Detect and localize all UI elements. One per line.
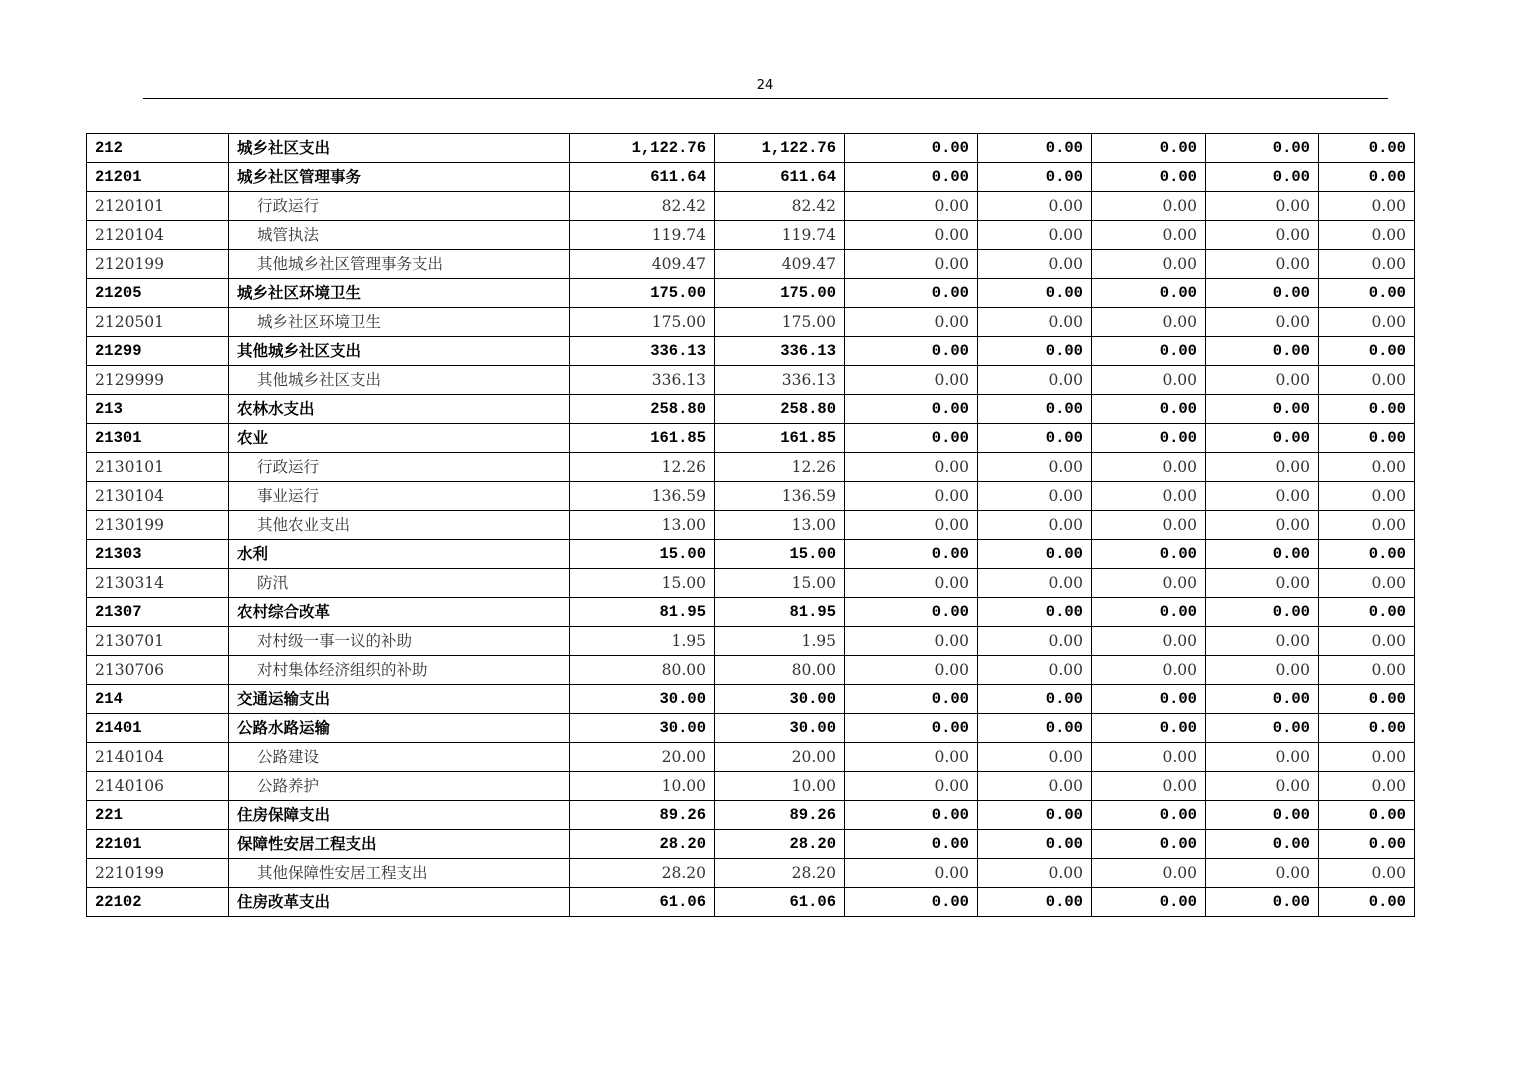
subject-name-cell: 公路养护 <box>229 772 570 801</box>
table-row <box>87 830 1415 859</box>
amount-cell: 0.00 <box>1206 830 1319 859</box>
amount-cell: 30.00 <box>715 714 845 743</box>
table-row <box>87 656 1415 685</box>
subject-code-cell: 2129999 <box>87 366 229 395</box>
amount-cell: 0.00 <box>845 134 978 163</box>
amount-cell: 15.00 <box>715 569 845 598</box>
amount-cell: 0.00 <box>1206 192 1319 221</box>
amount-cell: 28.20 <box>715 830 845 859</box>
amount-cell: 61.06 <box>715 888 845 917</box>
amount-cell: 175.00 <box>570 308 715 337</box>
amount-cell: 0.00 <box>1319 221 1415 250</box>
amount-cell: 28.20 <box>570 830 715 859</box>
table-row <box>87 801 1415 830</box>
subject-name-cell: 交通运输支出 <box>229 685 570 714</box>
amount-cell: 0.00 <box>1092 395 1206 424</box>
amount-cell: 0.00 <box>1319 192 1415 221</box>
amount-cell: 0.00 <box>845 801 978 830</box>
subject-name-cell: 农村综合改革 <box>229 598 570 627</box>
amount-cell: 336.13 <box>570 337 715 366</box>
amount-cell: 89.26 <box>715 801 845 830</box>
budget-table <box>86 133 1415 917</box>
amount-cell: 119.74 <box>570 221 715 250</box>
subject-code-cell: 21301 <box>87 424 229 453</box>
amount-cell: 175.00 <box>715 308 845 337</box>
subject-code-cell: 2120501 <box>87 308 229 337</box>
amount-cell: 0.00 <box>1319 830 1415 859</box>
subject-name-cell: 其他城乡社区管理事务支出 <box>229 250 570 279</box>
amount-cell: 0.00 <box>978 801 1092 830</box>
table-row <box>87 540 1415 569</box>
amount-cell: 0.00 <box>1319 772 1415 801</box>
amount-cell: 0.00 <box>978 337 1092 366</box>
table-row <box>87 221 1415 250</box>
amount-cell: 0.00 <box>978 250 1092 279</box>
amount-cell: 1.95 <box>570 627 715 656</box>
table-row <box>87 337 1415 366</box>
amount-cell: 0.00 <box>1319 482 1415 511</box>
amount-cell: 80.00 <box>715 656 845 685</box>
subject-name-cell: 事业运行 <box>229 482 570 511</box>
subject-name-cell: 保障性安居工程支出 <box>229 830 570 859</box>
amount-cell: 0.00 <box>845 888 978 917</box>
amount-cell: 0.00 <box>1206 453 1319 482</box>
amount-cell: 0.00 <box>1319 279 1415 308</box>
table-row <box>87 192 1415 221</box>
amount-cell: 0.00 <box>1092 656 1206 685</box>
header-rule <box>143 98 1388 99</box>
amount-cell: 0.00 <box>845 337 978 366</box>
amount-cell: 0.00 <box>978 859 1092 888</box>
amount-cell: 0.00 <box>1319 685 1415 714</box>
subject-code-cell: 21205 <box>87 279 229 308</box>
amount-cell: 0.00 <box>1092 482 1206 511</box>
amount-cell: 0.00 <box>1206 714 1319 743</box>
amount-cell: 0.00 <box>978 656 1092 685</box>
amount-cell: 0.00 <box>845 192 978 221</box>
amount-cell: 0.00 <box>1092 714 1206 743</box>
subject-code-cell: 2130199 <box>87 511 229 540</box>
subject-name-cell: 其他城乡社区支出 <box>229 337 570 366</box>
amount-cell: 0.00 <box>845 859 978 888</box>
amount-cell: 0.00 <box>978 714 1092 743</box>
amount-cell: 611.64 <box>570 163 715 192</box>
subject-code-cell: 213 <box>87 395 229 424</box>
amount-cell: 30.00 <box>570 685 715 714</box>
subject-name-cell: 对村级一事一议的补助 <box>229 627 570 656</box>
table-row <box>87 163 1415 192</box>
subject-code-cell: 21303 <box>87 540 229 569</box>
subject-code-cell: 21401 <box>87 714 229 743</box>
amount-cell: 0.00 <box>978 134 1092 163</box>
amount-cell: 30.00 <box>715 685 845 714</box>
amount-cell: 89.26 <box>570 801 715 830</box>
amount-cell: 0.00 <box>1206 511 1319 540</box>
amount-cell: 0.00 <box>978 482 1092 511</box>
subject-name-cell: 城乡社区支出 <box>229 134 570 163</box>
subject-name-cell: 其他城乡社区支出 <box>229 366 570 395</box>
amount-cell: 258.80 <box>715 395 845 424</box>
amount-cell: 15.00 <box>715 540 845 569</box>
amount-cell: 0.00 <box>1206 221 1319 250</box>
table-row <box>87 743 1415 772</box>
subject-code-cell: 22101 <box>87 830 229 859</box>
amount-cell: 0.00 <box>1319 424 1415 453</box>
amount-cell: 0.00 <box>1319 714 1415 743</box>
amount-cell: 0.00 <box>1206 598 1319 627</box>
amount-cell: 0.00 <box>1092 627 1206 656</box>
amount-cell: 0.00 <box>1319 801 1415 830</box>
subject-name-cell: 农林水支出 <box>229 395 570 424</box>
amount-cell: 0.00 <box>978 308 1092 337</box>
amount-cell: 0.00 <box>1206 482 1319 511</box>
amount-cell: 0.00 <box>1092 279 1206 308</box>
amount-cell: 0.00 <box>1206 134 1319 163</box>
subject-name-cell: 水利 <box>229 540 570 569</box>
amount-cell: 0.00 <box>845 714 978 743</box>
table-row <box>87 714 1415 743</box>
amount-cell: 30.00 <box>570 714 715 743</box>
amount-cell: 10.00 <box>715 772 845 801</box>
amount-cell: 0.00 <box>1092 685 1206 714</box>
amount-cell: 61.06 <box>570 888 715 917</box>
subject-code-cell: 2210199 <box>87 859 229 888</box>
amount-cell: 28.20 <box>715 859 845 888</box>
table-row <box>87 250 1415 279</box>
amount-cell: 0.00 <box>1206 888 1319 917</box>
subject-name-cell: 城乡社区环境卫生 <box>229 308 570 337</box>
amount-cell: 0.00 <box>1092 424 1206 453</box>
amount-cell: 0.00 <box>1092 830 1206 859</box>
amount-cell: 0.00 <box>845 453 978 482</box>
subject-code-cell: 2120199 <box>87 250 229 279</box>
amount-cell: 0.00 <box>1319 656 1415 685</box>
amount-cell: 0.00 <box>845 685 978 714</box>
subject-code-cell: 2130104 <box>87 482 229 511</box>
amount-cell: 611.64 <box>715 163 845 192</box>
amount-cell: 20.00 <box>715 743 845 772</box>
amount-cell: 0.00 <box>845 366 978 395</box>
amount-cell: 0.00 <box>978 279 1092 308</box>
subject-name-cell: 农业 <box>229 424 570 453</box>
amount-cell: 0.00 <box>845 627 978 656</box>
amount-cell: 15.00 <box>570 540 715 569</box>
amount-cell: 10.00 <box>570 772 715 801</box>
subject-code-cell: 22102 <box>87 888 229 917</box>
amount-cell: 82.42 <box>715 192 845 221</box>
amount-cell: 1.95 <box>715 627 845 656</box>
amount-cell: 0.00 <box>1092 772 1206 801</box>
subject-name-cell: 住房改革支出 <box>229 888 570 917</box>
amount-cell: 0.00 <box>1319 888 1415 917</box>
amount-cell: 0.00 <box>1092 337 1206 366</box>
amount-cell: 0.00 <box>1319 395 1415 424</box>
subject-name-cell: 对村集体经济组织的补助 <box>229 656 570 685</box>
amount-cell: 20.00 <box>570 743 715 772</box>
amount-cell: 0.00 <box>845 482 978 511</box>
amount-cell: 0.00 <box>1319 308 1415 337</box>
amount-cell: 0.00 <box>978 511 1092 540</box>
amount-cell: 119.74 <box>715 221 845 250</box>
amount-cell: 81.95 <box>570 598 715 627</box>
amount-cell: 0.00 <box>1092 192 1206 221</box>
amount-cell: 0.00 <box>1092 511 1206 540</box>
subject-code-cell: 2140104 <box>87 743 229 772</box>
amount-cell: 0.00 <box>1206 627 1319 656</box>
amount-cell: 0.00 <box>1319 511 1415 540</box>
amount-cell: 0.00 <box>1206 424 1319 453</box>
amount-cell: 0.00 <box>978 772 1092 801</box>
amount-cell: 0.00 <box>845 772 978 801</box>
table-row <box>87 134 1415 163</box>
amount-cell: 0.00 <box>1092 888 1206 917</box>
amount-cell: 0.00 <box>978 743 1092 772</box>
amount-cell: 15.00 <box>570 569 715 598</box>
subject-code-cell: 2140106 <box>87 772 229 801</box>
amount-cell: 0.00 <box>1092 221 1206 250</box>
amount-cell: 409.47 <box>715 250 845 279</box>
subject-name-cell: 行政运行 <box>229 453 570 482</box>
amount-cell: 175.00 <box>715 279 845 308</box>
amount-cell: 0.00 <box>1092 366 1206 395</box>
amount-cell: 0.00 <box>1206 540 1319 569</box>
amount-cell: 0.00 <box>1319 569 1415 598</box>
amount-cell: 0.00 <box>845 279 978 308</box>
subject-code-cell: 212 <box>87 134 229 163</box>
table-row <box>87 453 1415 482</box>
amount-cell: 0.00 <box>845 424 978 453</box>
amount-cell: 0.00 <box>845 221 978 250</box>
amount-cell: 0.00 <box>978 830 1092 859</box>
amount-cell: 0.00 <box>1092 569 1206 598</box>
amount-cell: 336.13 <box>715 337 845 366</box>
amount-cell: 161.85 <box>570 424 715 453</box>
amount-cell: 0.00 <box>1206 772 1319 801</box>
table-row <box>87 511 1415 540</box>
amount-cell: 80.00 <box>570 656 715 685</box>
amount-cell: 0.00 <box>1319 250 1415 279</box>
table-row <box>87 569 1415 598</box>
amount-cell: 0.00 <box>845 163 978 192</box>
amount-cell: 0.00 <box>978 192 1092 221</box>
amount-cell: 13.00 <box>570 511 715 540</box>
amount-cell: 81.95 <box>715 598 845 627</box>
subject-name-cell: 其他保障性安居工程支出 <box>229 859 570 888</box>
subject-code-cell: 214 <box>87 685 229 714</box>
subject-name-cell: 城乡社区管理事务 <box>229 163 570 192</box>
amount-cell: 0.00 <box>1206 366 1319 395</box>
amount-cell: 0.00 <box>978 366 1092 395</box>
subject-name-cell: 行政运行 <box>229 192 570 221</box>
table-row <box>87 366 1415 395</box>
subject-code-cell: 21201 <box>87 163 229 192</box>
table-row <box>87 424 1415 453</box>
subject-name-cell: 公路水路运输 <box>229 714 570 743</box>
amount-cell: 0.00 <box>1092 859 1206 888</box>
amount-cell: 0.00 <box>978 395 1092 424</box>
amount-cell: 0.00 <box>978 424 1092 453</box>
amount-cell: 0.00 <box>978 685 1092 714</box>
amount-cell: 82.42 <box>570 192 715 221</box>
subject-code-cell: 221 <box>87 801 229 830</box>
subject-code-cell: 2130101 <box>87 453 229 482</box>
amount-cell: 0.00 <box>1319 859 1415 888</box>
amount-cell: 0.00 <box>1319 163 1415 192</box>
table-row <box>87 279 1415 308</box>
amount-cell: 0.00 <box>978 221 1092 250</box>
table-row <box>87 482 1415 511</box>
subject-name-cell: 防汛 <box>229 569 570 598</box>
amount-cell: 13.00 <box>715 511 845 540</box>
amount-cell: 0.00 <box>1206 656 1319 685</box>
table-body <box>87 134 1415 917</box>
subject-code-cell: 21299 <box>87 337 229 366</box>
table-row <box>87 772 1415 801</box>
amount-cell: 0.00 <box>1319 453 1415 482</box>
table-row <box>87 888 1415 917</box>
amount-cell: 409.47 <box>570 250 715 279</box>
amount-cell: 1,122.76 <box>570 134 715 163</box>
amount-cell: 0.00 <box>1092 453 1206 482</box>
amount-cell: 0.00 <box>978 569 1092 598</box>
amount-cell: 0.00 <box>978 540 1092 569</box>
table-row <box>87 598 1415 627</box>
amount-cell: 0.00 <box>1206 250 1319 279</box>
subject-code-cell: 2120104 <box>87 221 229 250</box>
amount-cell: 0.00 <box>1092 163 1206 192</box>
amount-cell: 0.00 <box>845 395 978 424</box>
amount-cell: 0.00 <box>1092 743 1206 772</box>
table-row <box>87 685 1415 714</box>
amount-cell: 0.00 <box>1206 279 1319 308</box>
subject-name-cell: 城乡社区环境卫生 <box>229 279 570 308</box>
table-row <box>87 395 1415 424</box>
amount-cell: 0.00 <box>1092 134 1206 163</box>
amount-cell: 0.00 <box>845 743 978 772</box>
subject-code-cell: 2120101 <box>87 192 229 221</box>
amount-cell: 0.00 <box>1092 801 1206 830</box>
amount-cell: 0.00 <box>978 598 1092 627</box>
amount-cell: 0.00 <box>1092 598 1206 627</box>
subject-name-cell: 其他农业支出 <box>229 511 570 540</box>
amount-cell: 136.59 <box>715 482 845 511</box>
subject-code-cell: 2130701 <box>87 627 229 656</box>
table-row <box>87 627 1415 656</box>
subject-name-cell: 城管执法 <box>229 221 570 250</box>
amount-cell: 0.00 <box>1206 569 1319 598</box>
subject-code-cell: 2130314 <box>87 569 229 598</box>
amount-cell: 161.85 <box>715 424 845 453</box>
amount-cell: 0.00 <box>1206 308 1319 337</box>
amount-cell: 336.13 <box>715 366 845 395</box>
amount-cell: 0.00 <box>845 598 978 627</box>
amount-cell: 0.00 <box>845 308 978 337</box>
amount-cell: 0.00 <box>1319 743 1415 772</box>
amount-cell: 136.59 <box>570 482 715 511</box>
amount-cell: 0.00 <box>1319 337 1415 366</box>
amount-cell: 1,122.76 <box>715 134 845 163</box>
amount-cell: 0.00 <box>1206 801 1319 830</box>
amount-cell: 0.00 <box>845 656 978 685</box>
amount-cell: 0.00 <box>1319 627 1415 656</box>
subject-code-cell: 21307 <box>87 598 229 627</box>
amount-cell: 0.00 <box>1206 395 1319 424</box>
subject-name-cell: 住房保障支出 <box>229 801 570 830</box>
amount-cell: 12.26 <box>570 453 715 482</box>
amount-cell: 0.00 <box>845 540 978 569</box>
table-row <box>87 859 1415 888</box>
amount-cell: 12.26 <box>715 453 845 482</box>
amount-cell: 0.00 <box>1092 250 1206 279</box>
table-row <box>87 308 1415 337</box>
subject-code-cell: 2130706 <box>87 656 229 685</box>
amount-cell: 0.00 <box>978 453 1092 482</box>
amount-cell: 0.00 <box>1206 163 1319 192</box>
amount-cell: 0.00 <box>1092 308 1206 337</box>
amount-cell: 0.00 <box>1206 743 1319 772</box>
amount-cell: 0.00 <box>1319 598 1415 627</box>
amount-cell: 0.00 <box>1319 366 1415 395</box>
subject-name-cell: 公路建设 <box>229 743 570 772</box>
amount-cell: 0.00 <box>978 163 1092 192</box>
amount-cell: 0.00 <box>1206 859 1319 888</box>
amount-cell: 175.00 <box>570 279 715 308</box>
amount-cell: 336.13 <box>570 366 715 395</box>
page-number: 24 <box>756 78 774 93</box>
amount-cell: 0.00 <box>1092 540 1206 569</box>
amount-cell: 0.00 <box>978 888 1092 917</box>
amount-cell: 0.00 <box>978 627 1092 656</box>
amount-cell: 0.00 <box>845 569 978 598</box>
amount-cell: 258.80 <box>570 395 715 424</box>
amount-cell: 0.00 <box>1319 540 1415 569</box>
amount-cell: 0.00 <box>1206 337 1319 366</box>
amount-cell: 0.00 <box>845 830 978 859</box>
amount-cell: 28.20 <box>570 859 715 888</box>
amount-cell: 0.00 <box>845 250 978 279</box>
amount-cell: 0.00 <box>845 511 978 540</box>
amount-cell: 0.00 <box>1206 685 1319 714</box>
amount-cell: 0.00 <box>1319 134 1415 163</box>
